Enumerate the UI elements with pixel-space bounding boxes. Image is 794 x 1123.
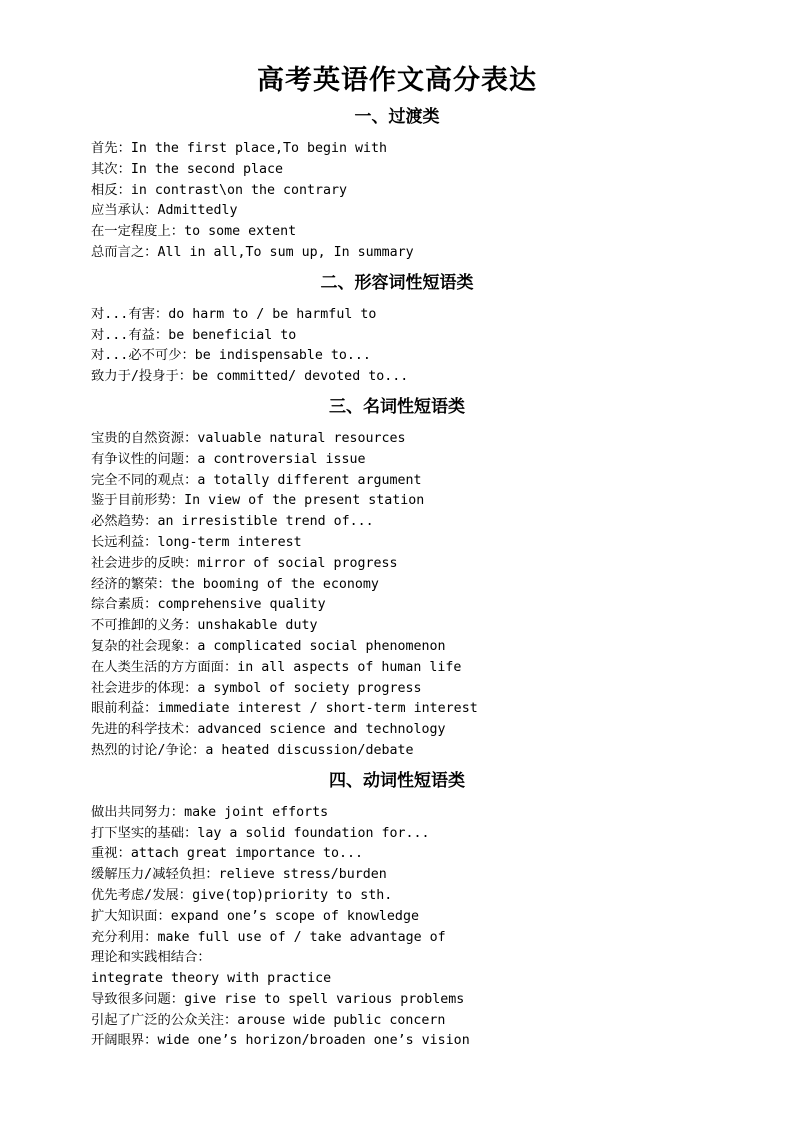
phrase-entry: 导致很多问题：give rise to spell various problems [91, 991, 465, 1007]
phrase-entry: 应当承认：Admittedly [91, 203, 238, 219]
phrase-entry: 其次：In the second place [91, 161, 283, 177]
entry-list [91, 803, 794, 1053]
phrase-entry: 有争议性的问题：a controversial issue [91, 451, 366, 467]
phrase-entry: 优先考虑/发展：give(top)priority to sth. [91, 887, 393, 903]
section-transition [91, 106, 794, 264]
phrase-entry: 开阔眼界：wide one’s horizon/broaden one’s vision [91, 1033, 470, 1049]
section-heading: 二、形容词性短语类 [320, 272, 474, 293]
phrase-entry: 完全不同的观点：a totally different argument [91, 472, 422, 488]
phrase-entry: 对...有害：do harm to / be harmful to [91, 306, 377, 322]
section-noun-phrases [91, 396, 794, 762]
phrase-entry: 社会进步的反映：mirror of social progress [91, 555, 398, 571]
phrase-entry: 热烈的讨论/争论：a heated discussion/debate [91, 742, 414, 758]
section-verb-phrases [91, 770, 794, 1053]
entry-list [91, 139, 794, 264]
phrase-entry: 社会进步的体现：a symbol of society progress [91, 680, 422, 696]
phrase-entry: 扩大知识面：expand one’s scope of knowledge [91, 908, 419, 924]
phrase-entry: 打下坚实的基础：lay a solid foundation for... [91, 825, 430, 841]
section-heading: 三、名词性短语类 [329, 396, 465, 417]
phrase-entry: 鉴于目前形势：In view of the present station [91, 493, 425, 509]
phrase-entry: 综合素质：comprehensive quality [91, 597, 326, 613]
phrase-entry: 理论和实践相结合： [91, 950, 211, 966]
phrase-entry: integrate theory with practice [91, 971, 332, 987]
phrase-entry: 致力于/投身于：be committed/ devoted to... [91, 369, 409, 385]
phrase-entry: 不可推卸的义务：unshakable duty [91, 618, 318, 634]
phrase-entry: 做出共同努力：make joint efforts [91, 804, 329, 820]
phrase-entry: 经济的繁荣：the booming of the economy [91, 576, 379, 592]
phrase-entry: 重视：attach great importance to... [91, 846, 364, 862]
phrase-entry: 眼前利益：immediate interest / short-term interest [91, 701, 478, 717]
phrase-entry: 必然趋势：an irresistible trend of... [91, 514, 374, 530]
phrase-entry: 充分利用：make full use of / take advantage of [91, 929, 446, 945]
phrase-entry: 缓解压力/减轻负担：relieve stress/burden [91, 867, 387, 883]
phrase-entry: 对...有益：be beneficial to [91, 327, 297, 343]
entry-list [91, 429, 794, 762]
phrase-entry: 复杂的社会现象：a complicated social phenomenon [91, 638, 446, 654]
phrase-entry: 首先：In the first place,To begin with [91, 141, 388, 156]
phrase-entry: 在一定程度上：to some extent [91, 224, 297, 240]
phrase-entry: 长远利益：long-term interest [91, 534, 302, 550]
phrase-entry: 先进的科学技术：advanced science and technology [91, 722, 446, 738]
phrase-entry: 总而言之：All in all,To sum up, In summary [91, 244, 414, 260]
phrase-entry: 引起了广泛的公众关注：arouse wide public concern [91, 1012, 446, 1028]
phrase-entry: 相反：in contrast\on the contrary [91, 182, 348, 198]
phrase-entry: 对...必不可少：be indispensable to... [91, 348, 371, 364]
entry-list [91, 305, 794, 388]
section-adjective-phrases [91, 272, 794, 388]
phrase-entry: 在人类生活的方方面面：in all aspects of human life [91, 659, 462, 675]
section-heading: 四、动词性短语类 [329, 770, 465, 791]
phrase-entry: 宝贵的自然资源：valuable natural resources [91, 430, 406, 446]
section-heading: 一、过渡类 [354, 107, 440, 127]
document-title: 高考英语作文高分表达 [257, 65, 537, 96]
